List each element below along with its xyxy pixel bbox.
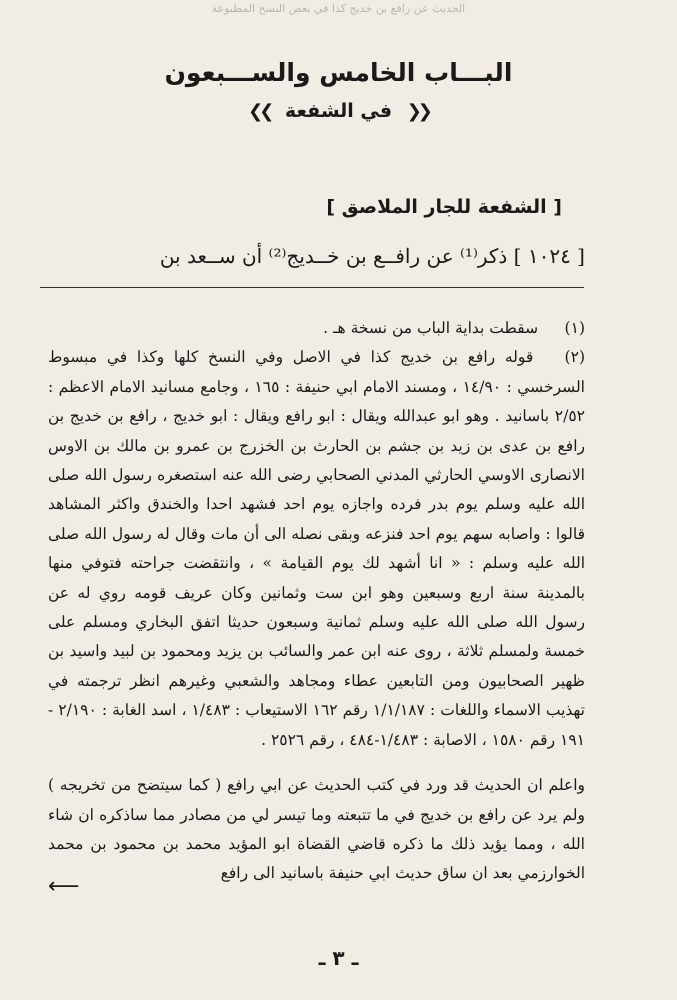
subheading: [ الشفعة للجار الملاصق ] bbox=[326, 196, 562, 218]
footnote-continuation: واعلم ان الحديث قد ورد في كتب الحديث عن ابي رافع ( كما سيتضح من تخريجه ) ولم يرد عن رافع بن خديج في ما تتبعته وما تيسر لي من مصادر مما ساذكره ان شاء الله ، ومما يؤيد ذلك ما ذكره قاضي القضاة ابو المؤيد محمد بن محمود بن محمد الخوارزمي بعد ان ساق حديث ابي حنيفة باسانيد الى رافع bbox=[48, 776, 585, 883]
page-number: ـ ٣ ـ bbox=[318, 946, 359, 970]
ornament-right-icon: ❮❮ bbox=[406, 101, 429, 122]
bleed-through-text: الحديث عن رافع بن خديج كذا في بعض النسخ المطبوعة bbox=[211, 2, 466, 15]
footnote-number: (٢) bbox=[564, 348, 585, 367]
ornament-left-icon: ❯❯ bbox=[248, 101, 271, 122]
footnote-text: قوله رافع بن خديج كذا في الاصل وفي النسخ كلها وكذا في مبسوط السرخسي : ١٤/٩٠ ، ومسند الامام ابي حنيفة : ١٦٥ ، وجامع مسانيد الامام الاعظم : ٢/٥٢ باسانيد . وهو ابو عبدالله ويقال : ابو رافع ويقال : ابو خديج ، رافع بن خديج بن رافع بن عدى بن زيد بن جشم بن الحارث بن الخزرج بن عمرو بن مالك بن الاوس الانصارى الاوسي الحارثي المدني الصحابي رضى الله عنه استصغره رسول الله صلى الله عليه وسلم يوم بدر فرده واجازه يوم احد فشهد احدا والخندق واكثر المشاهد قالوا : واصابه سهم يوم احد فنزعه وبقى نصله الى أن مات وقال له رسول الله صلى الله عليه وسلم : « انا أشهد لك يوم القيامة » ، وانتقضت جراحته فتوفي منها بالمدينة سنة اربع وسبعين وهو ابن ست وثمانين وكان عريف قومه روي له عن رسول الله صلى الله عليه وسلم ثمانية وسبعون حديثا اتفق البخاري ومسلم على خمسة ولمسلم ثلاثة ، روى عنه ابن عمر والسائب بن يزيد ومحمود بن لبيد واسيد بن ظهير الصحابيون ومن التابعين عطاء ومجاهد والشعبي وغيرهم انظر ترجمته في تهذيب الاسماء واللغات : ١/١/١٨٧ رقم ١٦٢ الاستيعاب : ١/٤٨٣ ، اسد الغابة : ٢/١٩٠ - ١٩١ رقم ١٥٨٠ ، الاصابة : ١/٤٨٣-٤٨٤ ، رقم ٢٥٢٦ . bbox=[48, 348, 585, 749]
chapter-title: البـــاب الخامس والســـبعون bbox=[164, 58, 513, 87]
footnote-text: سقطت بداية الباب من نسخة هـ . bbox=[323, 319, 539, 337]
footnote-number: (١) bbox=[564, 319, 585, 337]
section-heading bbox=[0, 100, 677, 122]
footnote bbox=[48, 343, 585, 755]
hadith-line: [ ١٠٢٤ ] ذكر⁽¹⁾ عن رافــع بن خــديج⁽²⁾ أن ســعد بن bbox=[159, 244, 585, 268]
footnote bbox=[48, 314, 585, 343]
continue-arrow-icon: ⟵ bbox=[48, 874, 80, 899]
footnotes bbox=[48, 314, 585, 889]
section-title: في الشفعة bbox=[284, 100, 393, 122]
footnote-divider bbox=[40, 287, 584, 288]
